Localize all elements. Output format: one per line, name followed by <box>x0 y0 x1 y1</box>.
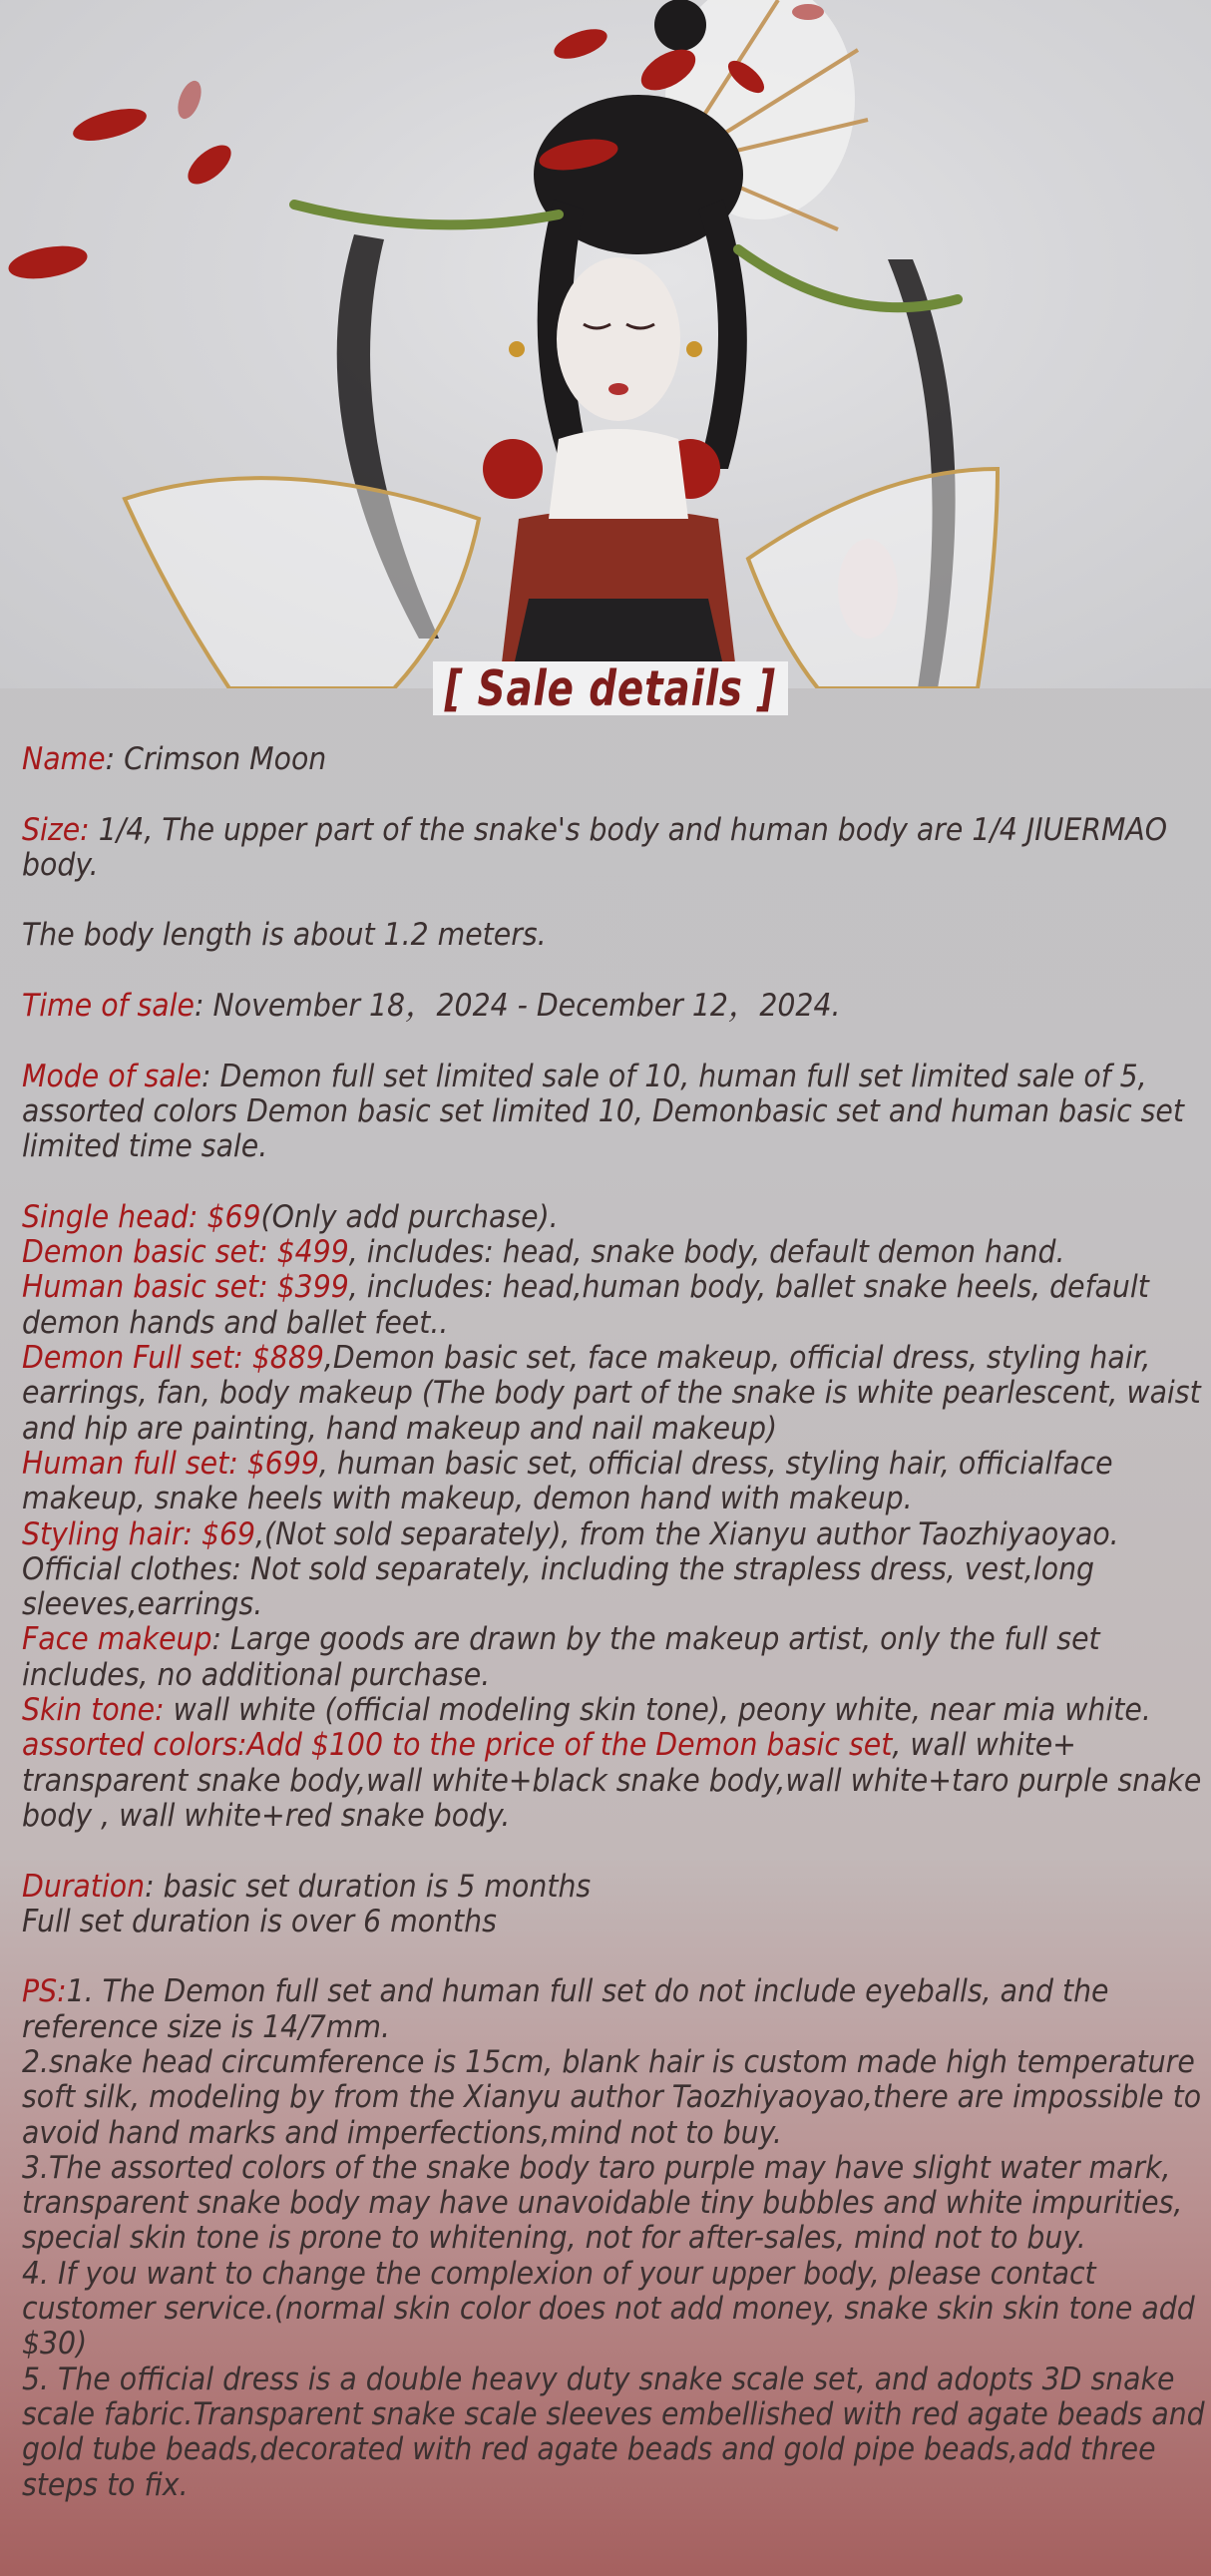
ps-note-1 <box>22 1974 1205 2045</box>
mode-of-sale-line <box>22 1060 1205 1165</box>
mode-of-sale-label: Mode of sale <box>22 1058 202 1094</box>
item-label: Demon Full set: $889 <box>22 1340 324 1377</box>
item-styling-hair <box>22 1517 1205 1552</box>
item-label: assorted colors:Add $100 to the price of the Demon basic set <box>22 1727 893 1764</box>
item-value: ,Demon basic set, face makeup, official dress, styling hair, earrings, fan, body makeup (The body part of the snake is white pearlescent, waist and hip are painting, hand makeup and nail makeup) <box>22 1340 1201 1447</box>
size-label: Size: <box>22 811 90 848</box>
size-line <box>22 813 1205 884</box>
item-human-full-set <box>22 1447 1205 1517</box>
item-label: Human basic set: $399 <box>22 1269 349 1306</box>
name-value: : Crimson Moon <box>105 741 327 777</box>
mode-of-sale-value: : Demon full set limited sale of 10, human full set limited sale of 5, assorted colors Demon basic set limited 10, Demonbasic set and human basic set limited time sale. <box>22 1058 1184 1165</box>
sale-details-content <box>22 742 1205 2503</box>
item-label: Skin tone: <box>22 1692 165 1729</box>
duration-full-line: Full set duration is over 6 months <box>22 1903 497 1939</box>
page-title: [ Sale details ] <box>444 659 777 717</box>
duration-basic: : basic set duration is 5 months <box>145 1868 592 1905</box>
item-value: , wall white+ transparent snake body,wall white+black snake body,wall white+taro purple snake body , wall white+red snake body. <box>22 1727 1202 1834</box>
ps-note-3: 3.The assorted colors of the snake body taro purple may have slight water mark, transparent snake body may have unavoidable tiny bubbles and white impurities, special skin tone is prone to whitening, not for after-sales, mind not to buy. <box>22 2149 1183 2257</box>
item-value: Official clothes: Not sold separately, including the strapless dress, vest,long sleeves,earrings. <box>22 1550 1095 1623</box>
duration-line <box>22 1870 1205 1905</box>
ps-note-text: 1. The Demon full set and human full set do not include eyeballs, and the reference size is 14/7mm. <box>22 1973 1109 2045</box>
item-skin-tone <box>22 1693 1205 1728</box>
body-length-line: The body length is about 1.2 meters. <box>22 917 547 954</box>
ps-note-4: 4. If you want to change the complexion of your upper body, please contact customer service.(normal skin color does not add money, snake skin skin tone add $30) <box>22 2255 1195 2362</box>
sale-details-title-plate <box>433 661 788 715</box>
ps-note-2: 2.snake head circumference is 15cm, blank hair is custom made high temperature soft silk, modeling by from the Xianyu author Taozhiyaoyao,there are impossible to avoid hand marks and imperfections,mind not to buy. <box>22 2043 1202 2151</box>
item-label: Face makeup <box>22 1621 212 1658</box>
ps-note-5: 5. The official dress is a double heavy duty snake scale set, and adopts 3D snake scale fabric.Transparent snake scale sleeves embellished with red agate beads and gold tube beads,decorated with red agate beads and gold pipe beads,add three steps to fix. <box>22 2361 1205 2503</box>
time-of-sale-value: : November 18，2024 - December 12，2024. <box>194 988 841 1025</box>
size-value: 1/4, The upper part of the snake's body and human body are 1/4 JIUERMAO body. <box>22 811 1168 883</box>
item-official-clothes <box>22 1552 1205 1623</box>
item-human-basic-set <box>22 1270 1205 1341</box>
item-value: ,(Not sold separately), from the Xianyu author Taozhiyaoyao. <box>255 1515 1119 1552</box>
time-of-sale-line <box>22 989 1205 1024</box>
time-of-sale-label: Time of sale <box>22 988 195 1025</box>
item-value: , human basic set, official dress, styling hair, officialface makeup, snake heels with makeup, demon hand with makeup. <box>22 1445 1113 1517</box>
item-demon-basic-set <box>22 1235 1205 1270</box>
item-single-head <box>22 1200 1205 1235</box>
doll-illustration <box>0 0 1211 688</box>
item-value: : Large goods are drawn by the makeup artist, only the full set includes, no additional purchase. <box>22 1621 1100 1693</box>
name-line <box>22 742 1205 777</box>
item-face-makeup <box>22 1622 1205 1693</box>
ps-label: PS: <box>22 1973 67 2010</box>
item-value: , includes: head,human body, ballet snake heels, default demon hands and ballet feet.. <box>22 1269 1149 1341</box>
name-label: Name <box>22 741 106 777</box>
item-demon-full-set <box>22 1341 1205 1447</box>
item-assorted-colors <box>22 1728 1205 1834</box>
hand <box>838 539 898 639</box>
item-value: (Only add purchase). <box>260 1198 559 1235</box>
item-label: Single head: $69 <box>22 1198 261 1235</box>
hero-image <box>0 0 1211 688</box>
item-value: , includes: head, snake body, default demon hand. <box>348 1234 1065 1271</box>
face <box>557 257 680 421</box>
duration-label: Duration <box>22 1868 146 1905</box>
item-label: Styling hair: $69 <box>22 1515 256 1552</box>
item-value: wall white (official modeling skin tone), peony white, near mia white. <box>164 1692 1151 1729</box>
item-label: Demon basic set: $499 <box>22 1234 349 1271</box>
item-label: Human full set: $699 <box>22 1445 319 1482</box>
